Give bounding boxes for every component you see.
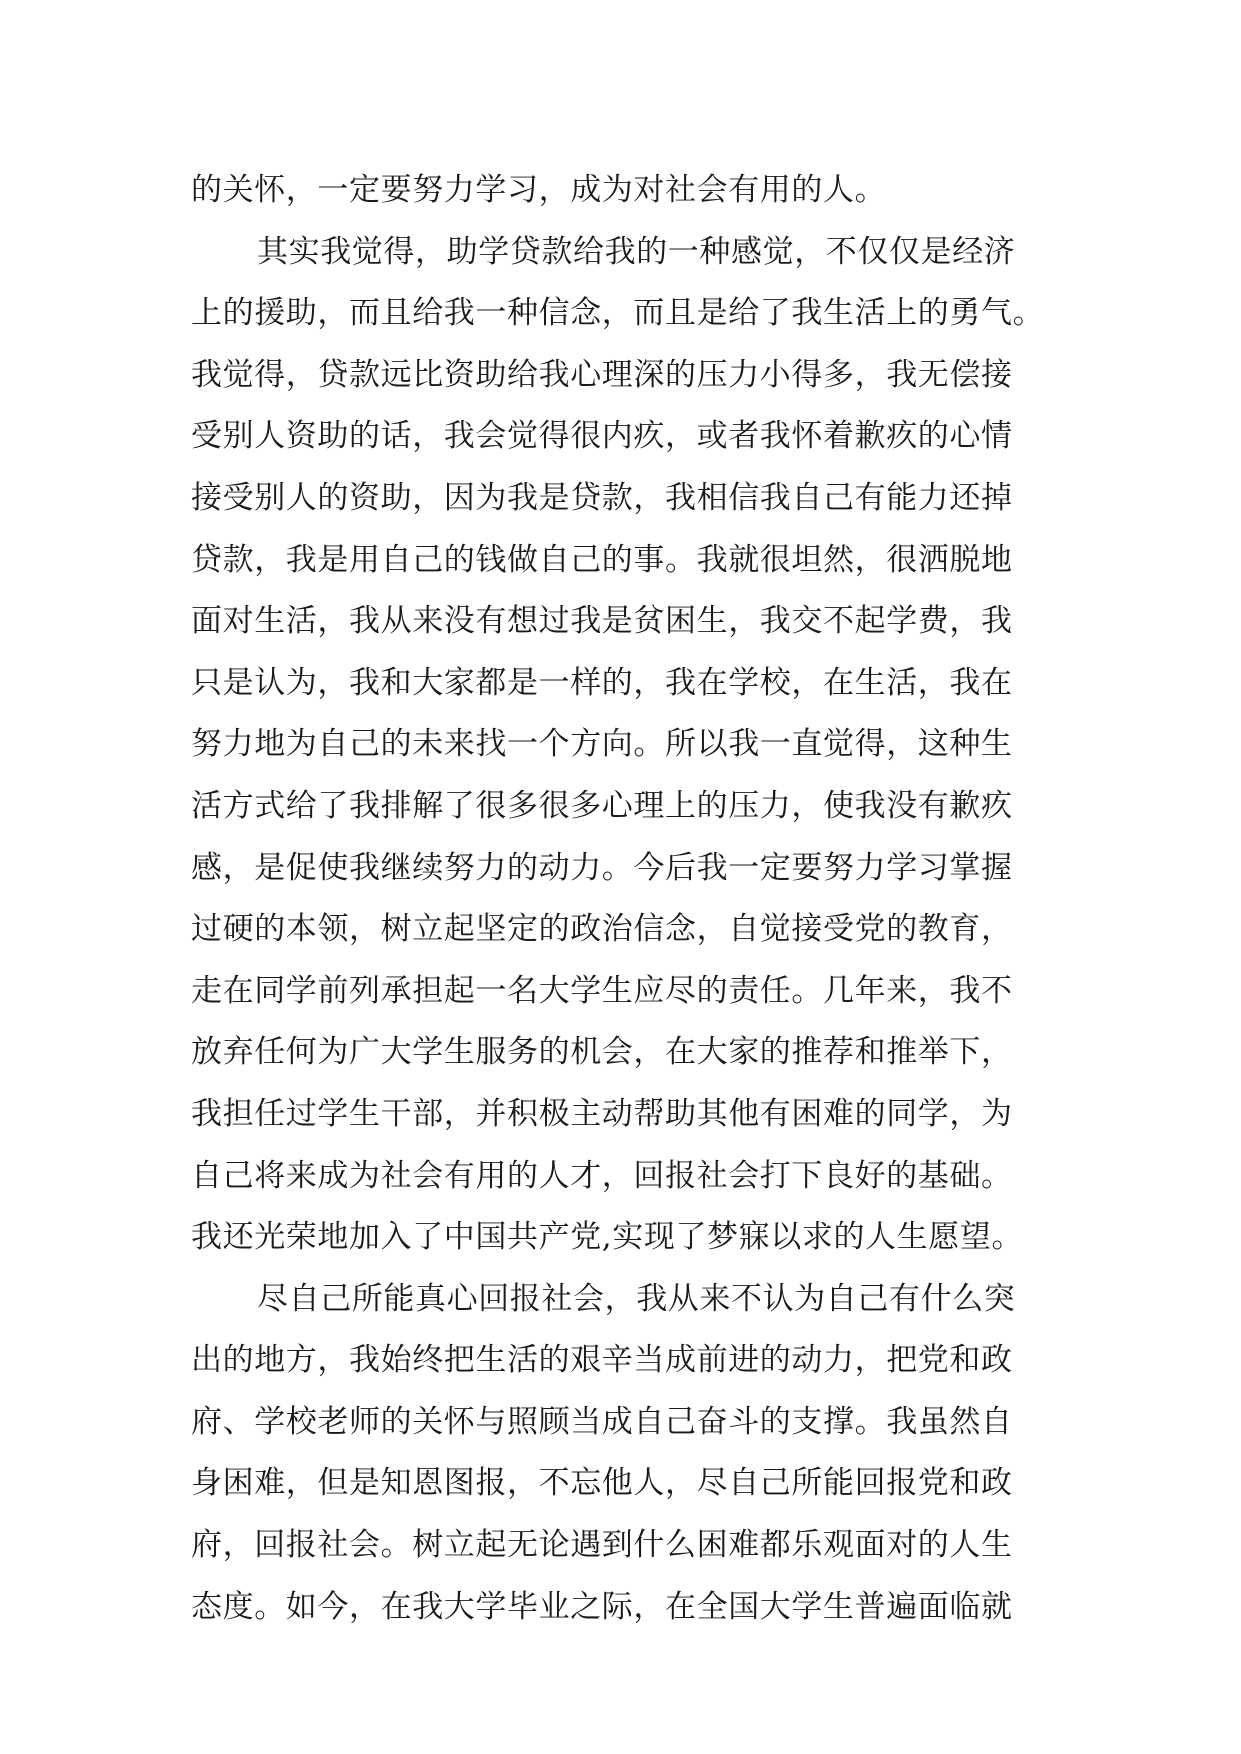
text-line: 上的援助，而且给我一种信念，而且是给了我生活上的勇气。 <box>191 295 1045 332</box>
text-line: 感，是促使我继续努力的动力。今后我一定要努力学习掌握 <box>191 849 1013 886</box>
text-line: 我还光荣地加入了中国共产党,实现了梦寐以求的人生愿望。 <box>191 1219 1024 1256</box>
text-line: 活方式给了我排解了很多很多心理上的压力，使我没有歉疚 <box>191 787 1013 824</box>
text-line: 我觉得，贷款远比资助给我心理深的压力小得多，我无偿接 <box>191 356 1013 393</box>
text-line: 只是认为，我和大家都是一样的，我在学校，在生活，我在 <box>191 664 1013 701</box>
text-line: 过硬的本领，树立起坚定的政治信念，自觉接受党的教育， <box>191 911 1013 948</box>
text-line: 我担任过学生干部，并积极主动帮助其他有困难的同学，为 <box>191 1095 1013 1132</box>
document-body <box>191 160 1071 1638</box>
text-line: 其实我觉得，助学贷款给我的一种感觉，不仅仅是经济 <box>257 233 1016 270</box>
text-line: 走在同学前列承担起一名大学生应尽的责任。几年来，我不 <box>191 972 1013 1009</box>
text-line: 努力地为自己的未来找一个方向。所以我一直觉得，这种生 <box>191 726 1013 763</box>
text-line: 府、学校老师的关怀与照顾当成自己奋斗的支撑。我虽然自 <box>191 1403 1013 1440</box>
text-line: 尽自己所能真心回报社会，我从来不认为自己有什么突 <box>257 1280 1016 1317</box>
text-line: 面对生活，我从来没有想过我是贫困生，我交不起学费，我 <box>191 603 1013 640</box>
text-line: 出的地方，我始终把生活的艰辛当成前进的动力，把党和政 <box>191 1342 1013 1379</box>
text-line: 自己将来成为社会有用的人才，回报社会打下良好的基础。 <box>191 1157 1013 1194</box>
text-line: 身困难，但是知恩图报，不忘他人，尽自己所能回报党和政 <box>191 1465 1013 1502</box>
text-line: 接受别人的资助，因为我是贷款，我相信我自己有能力还掉 <box>191 479 1013 516</box>
text-line: 受别人资助的话，我会觉得很内疚，或者我怀着歉疚的心情 <box>191 418 1013 455</box>
text-line: 府，回报社会。树立起无论遇到什么困难都乐观面对的人生 <box>191 1527 1013 1564</box>
text-line: 态度。如今，在我大学毕业之际，在全国大学生普遍面临就 <box>191 1588 1013 1625</box>
text-line: 放弃任何为广大学生服务的机会，在大家的推荐和推举下， <box>191 1034 1013 1071</box>
text-line: 的关怀，一定要努力学习，成为对社会有用的人。 <box>191 172 887 208</box>
text-line: 贷款，我是用自己的钱做自己的事。我就很坦然，很洒脱地 <box>191 541 1013 578</box>
